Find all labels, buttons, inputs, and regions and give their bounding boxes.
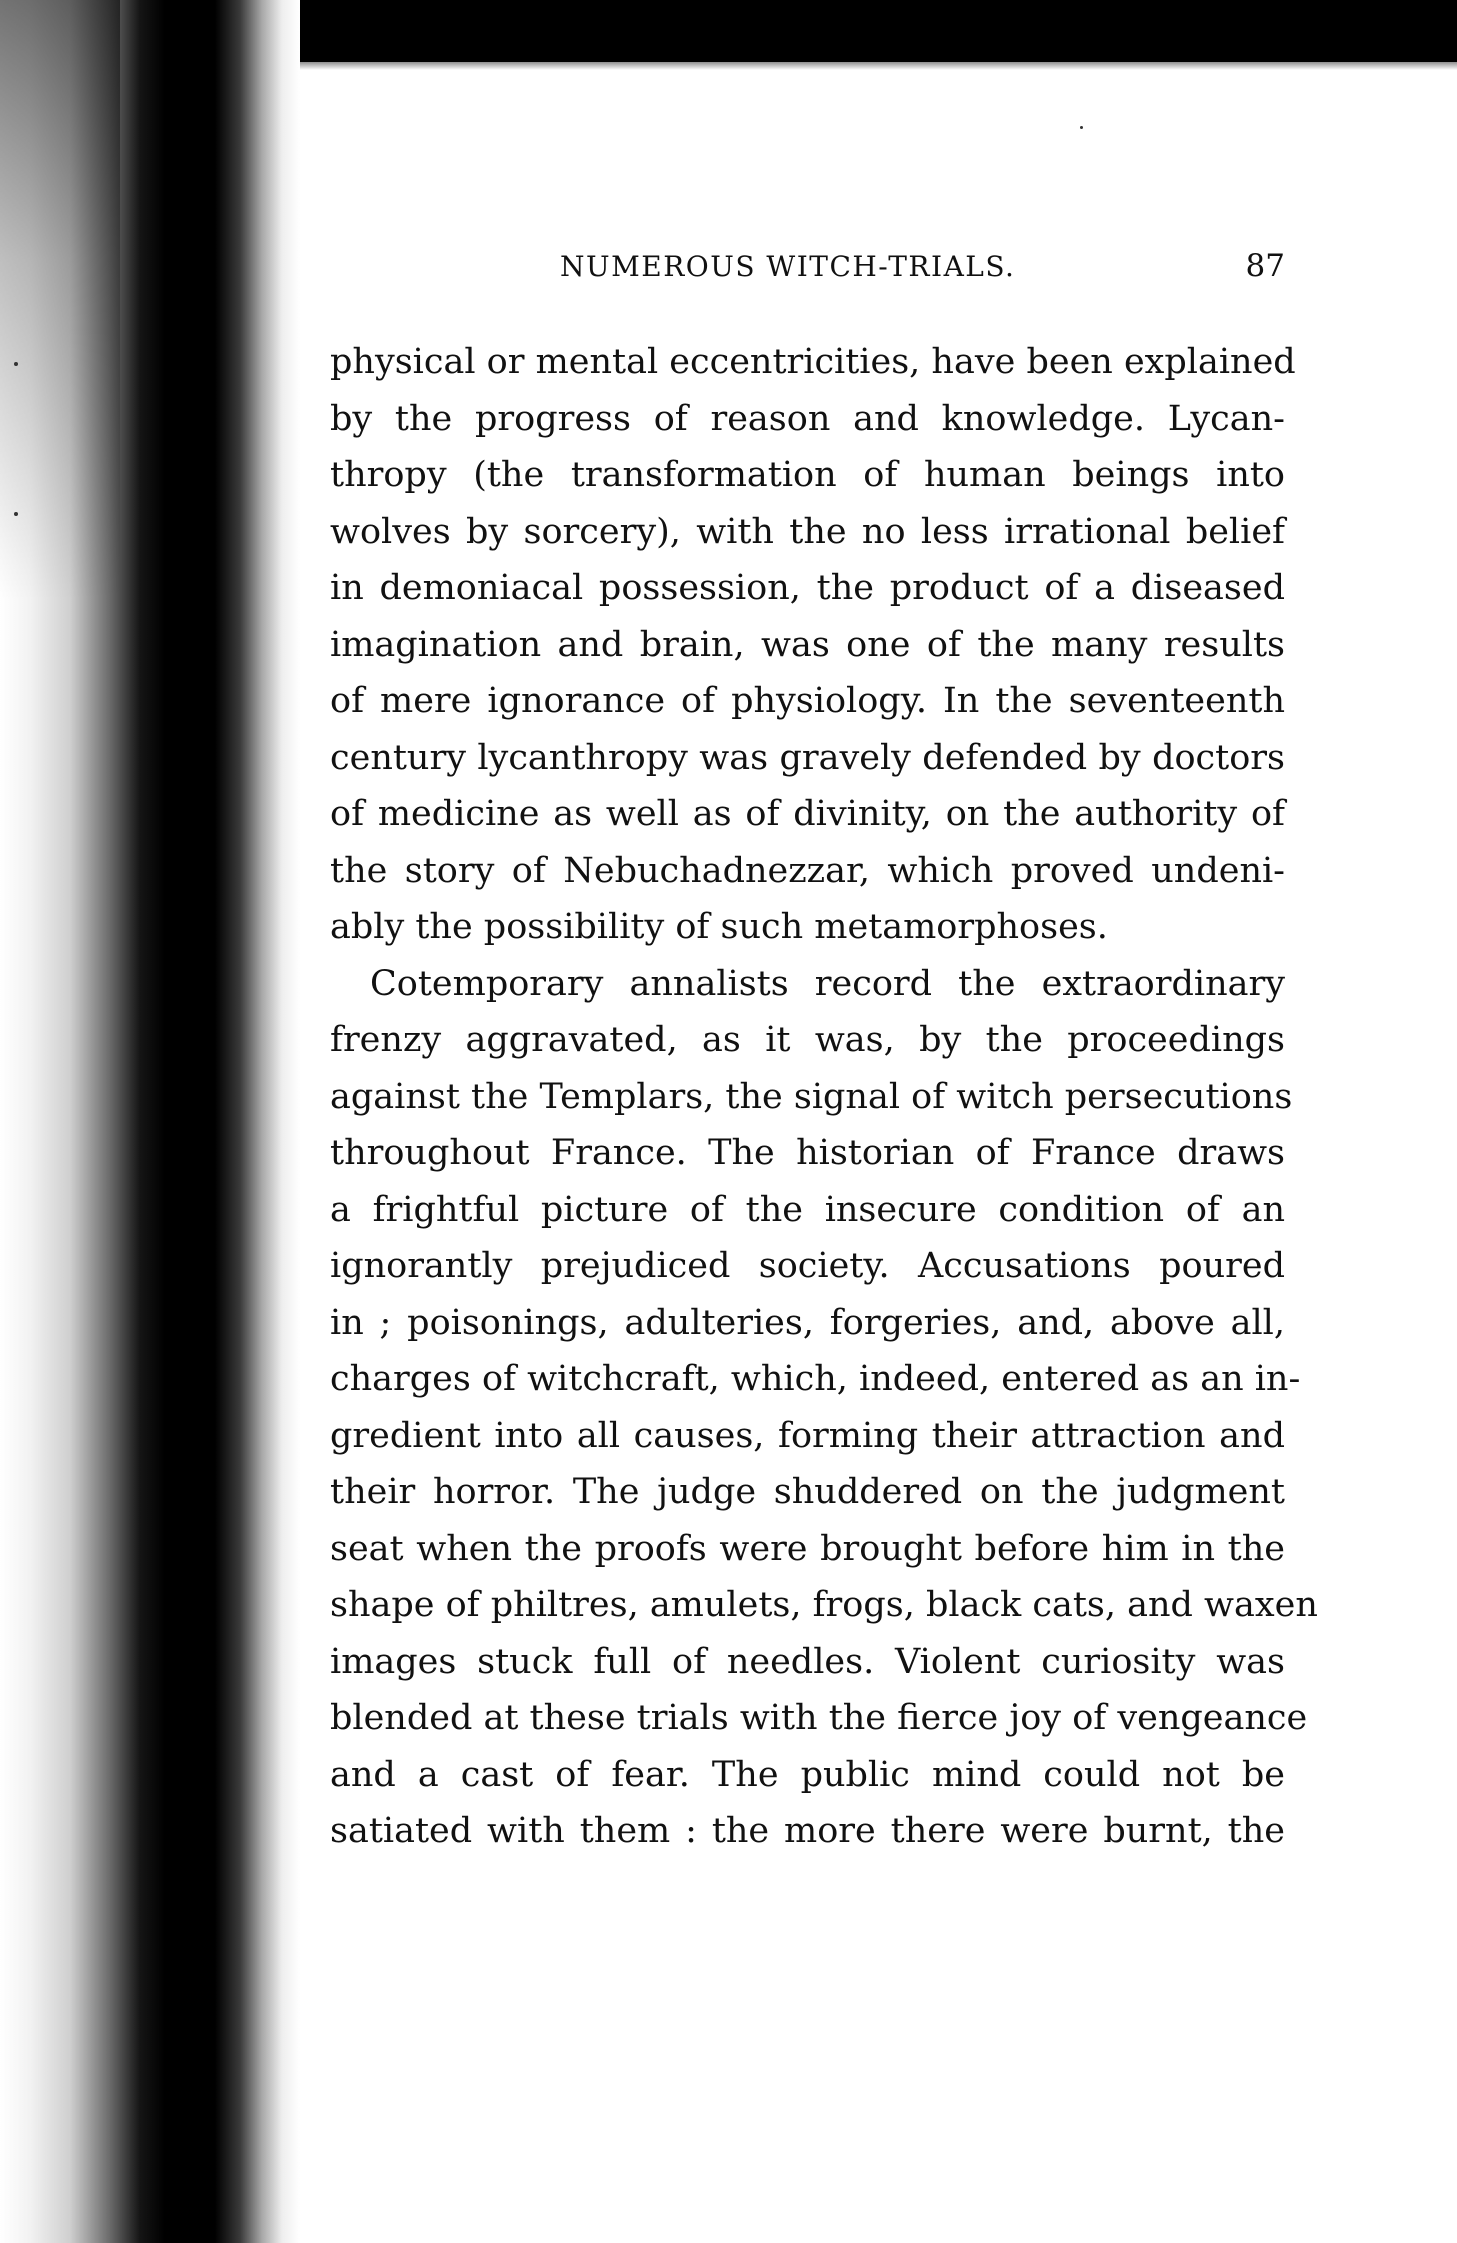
text-line: against the Templars, the signal of witch persecutions xyxy=(330,1076,1293,1117)
text-line: ignorantly prejudiced society. Accusations poured xyxy=(330,1246,1285,1286)
text-line: imagination and brain, was one of the many results xyxy=(330,624,1285,665)
text-line: images stuck full of needles. Violent curiosity was xyxy=(330,1641,1285,1682)
book-gutter-corner-shade xyxy=(0,0,120,2243)
text-line: of medicine as well as of divinity, on the authority of xyxy=(330,794,1285,834)
paragraph-start-line: Cotemporary annalists record the extraordinary xyxy=(370,963,1285,1004)
text-line: and a cast of fear. The public mind could not be xyxy=(330,1754,1285,1795)
text-line: the story of Nebuchadnezzar, which proved undeni- xyxy=(330,850,1285,891)
text-line: seat when the proofs were brought before him in the xyxy=(330,1528,1285,1569)
text-line: thropy (the transformation of human beings into xyxy=(330,455,1285,495)
body-text xyxy=(330,334,1318,1860)
paragraph-end-line: ably the possibility of such metamorphoses. xyxy=(330,907,1108,947)
text-line: by the progress of reason and knowledge. Lycan- xyxy=(330,398,1285,439)
scan-speck xyxy=(1080,126,1083,129)
scan-speck xyxy=(14,362,18,366)
page-number: 87 xyxy=(1245,248,1285,284)
text-line: blended at these trials with the fierce joy of vengeance xyxy=(330,1698,1308,1738)
page-header xyxy=(330,248,1285,292)
text-line: in demoniacal possession, the product of a diseased xyxy=(330,568,1285,608)
text-line: physical or mental eccentricities, have been explained xyxy=(330,342,1296,382)
text-line: century lycanthropy was gravely defended by doctors xyxy=(330,737,1285,778)
text-line: shape of philtres, amulets, frogs, black cats, and waxen xyxy=(330,1585,1318,1625)
running-title: NUMEROUS WITCH-TRIALS. xyxy=(560,250,1016,283)
text-line: throughout France. The historian of France draws xyxy=(330,1133,1285,1173)
text-line: charges of witchcraft, which, indeed, entered as an in- xyxy=(330,1359,1301,1399)
text-line: frenzy aggravated, as it was, by the proceedings xyxy=(330,1020,1285,1060)
text-line: gredient into all causes, forming their attraction and xyxy=(330,1415,1285,1456)
text-line: of mere ignorance of physiology. In the seventeenth xyxy=(330,681,1285,721)
text-line: wolves by sorcery), with the no less irrational belief xyxy=(330,511,1285,552)
text-line: a frightful picture of the insecure condition of an xyxy=(330,1189,1285,1230)
scan-speck xyxy=(14,512,18,516)
text-line: in ; poisonings, adulteries, forgeries, and, above all, xyxy=(330,1302,1285,1343)
text-line: their horror. The judge shuddered on the judgment xyxy=(330,1472,1285,1512)
text-line: satiated with them : the more there were burnt, the xyxy=(330,1811,1285,1851)
